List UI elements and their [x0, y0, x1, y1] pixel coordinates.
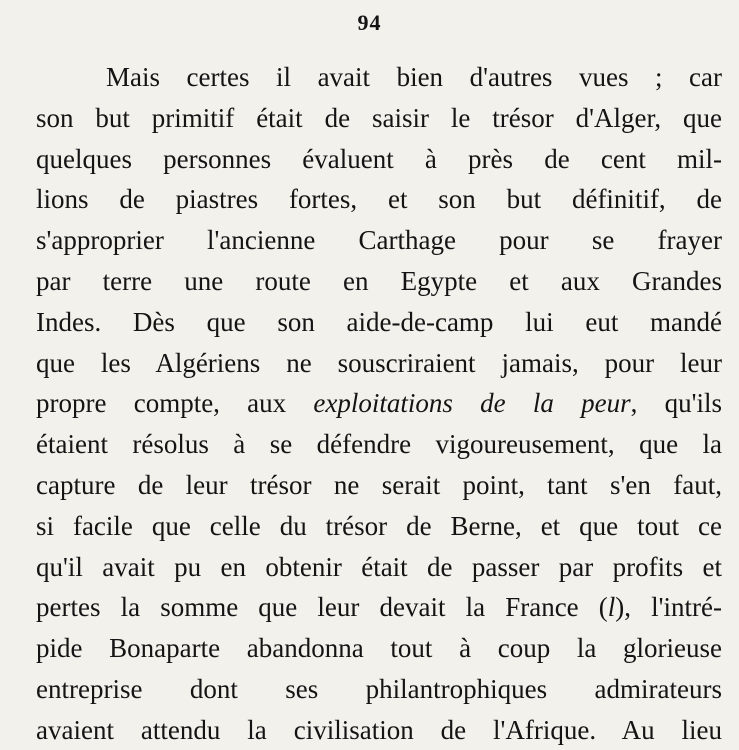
text-line: avaient attendu la civilisation de l'Afrique. Au lieu	[36, 714, 722, 745]
text-line: lions de piastres fortes, et son but définitif, de	[36, 184, 722, 215]
text-line: s'approprier l'ancienne Carthage pour se frayer	[36, 225, 722, 256]
text-line	[36, 383, 722, 424]
text-segment: pertes la somme que leur devait la France (	[36, 592, 608, 623]
page-number: 94	[357, 10, 382, 35]
italic-phrase: exploitations de la peur	[313, 388, 631, 419]
text-line: entreprise dont ses philantrophiques admirateurs	[36, 673, 722, 704]
text-line: pide Bonaparte abandonna tout à coup la glorieuse	[36, 633, 722, 664]
text-line: étaient résolus à se défendre vigoureusement, que la	[36, 429, 722, 460]
text-segment: , qu'ils	[630, 388, 722, 419]
text-line: qu'il avait pu en obtenir était de passer par profits et	[36, 551, 722, 582]
text-line: que les Algériens ne souscriraient jamais, pour leur	[36, 347, 722, 378]
text-segment: ), l'intré-	[615, 592, 722, 623]
text-segment: propre compte, aux	[36, 388, 314, 419]
text-line: Indes. Dès que son aide-de-camp lui eut mandé	[36, 306, 722, 337]
text-line: Mais certes il avait bien d'autres vues ; car	[106, 62, 722, 92]
text-line: capture de leur trésor ne serait point, tant s'en faut,	[36, 469, 722, 500]
text-line: si facile que celle du trésor de Berne, et que tout ce	[36, 510, 722, 541]
body-text	[36, 57, 722, 750]
text-line: par terre une route en Egypte et aux Grandes	[36, 265, 722, 296]
text-line: son but primitif était de saisir le trésor d'Alger, que	[36, 102, 722, 133]
text-line	[36, 587, 722, 628]
footnote-marker: l	[607, 592, 616, 623]
text-line: quelques personnes évaluent à près de cent mil-	[36, 143, 722, 174]
